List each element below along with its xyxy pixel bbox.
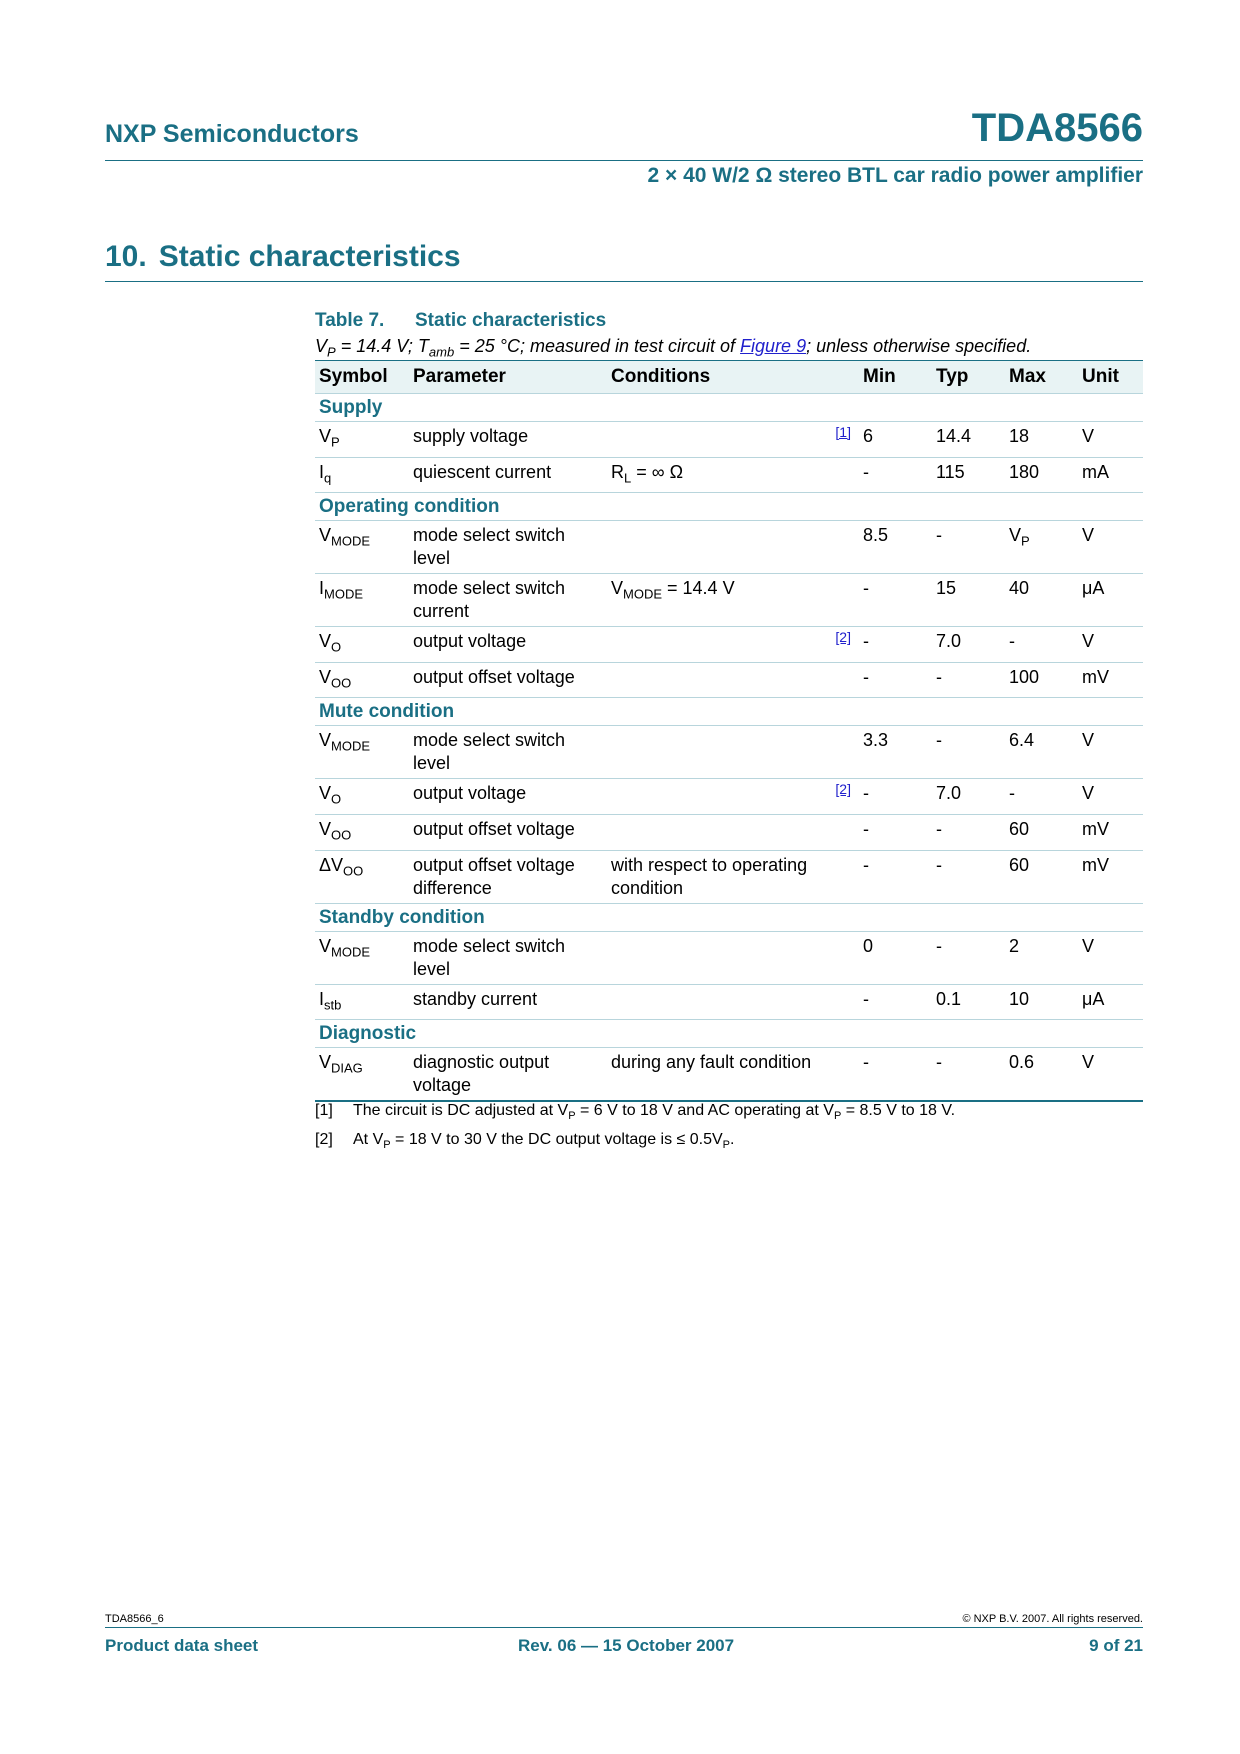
- symbol-main: V: [319, 783, 332, 804]
- symbol-main: V: [319, 666, 332, 687]
- footnote-sub: P: [568, 1110, 576, 1123]
- cell-parameter: mode select switch level: [409, 521, 607, 574]
- cell-typ: 14.4: [932, 422, 1005, 458]
- cell-typ: -: [932, 662, 1005, 698]
- cond-text: with respect to operating condition: [611, 854, 808, 898]
- cell-note: [829, 422, 859, 458]
- cell-conditions: [607, 984, 829, 1020]
- symbol-sub: MODE: [331, 944, 371, 960]
- footer-doc-type: Product data sheet: [105, 1636, 259, 1655]
- symbol-sub: MODE: [331, 738, 371, 754]
- cell-symbol: [315, 457, 409, 493]
- cell-min: 3.3: [859, 726, 932, 779]
- col-min: Min: [859, 361, 932, 394]
- figure-9-link[interactable]: Figure 9: [740, 336, 807, 356]
- table-row: [315, 850, 1143, 903]
- cell-symbol: [315, 422, 409, 458]
- cell-max: 0.6: [1005, 1048, 1078, 1102]
- cond-vp-symbol: V: [315, 336, 328, 356]
- cell-max: 100: [1005, 662, 1078, 698]
- cell-unit: V: [1078, 521, 1143, 574]
- table-conditions: [315, 334, 1143, 360]
- cell-conditions: [607, 726, 829, 779]
- cell-conditions: [607, 931, 829, 984]
- footnote-number: [2]: [315, 1131, 333, 1148]
- footnote-link[interactable]: [1]: [835, 424, 851, 440]
- group-label: Supply: [315, 394, 1143, 422]
- cell-min: -: [859, 574, 932, 627]
- cond-tamb-symbol: T: [417, 336, 429, 356]
- cell-parameter: output voltage: [409, 627, 607, 663]
- cell-symbol: [315, 521, 409, 574]
- cell-unit: mA: [1078, 457, 1143, 493]
- header-divider: [105, 160, 1143, 161]
- cell-parameter: mode select switch level: [409, 931, 607, 984]
- cell-max: 6.4: [1005, 726, 1078, 779]
- cell-min: -: [859, 850, 932, 903]
- cell-max: 60: [1005, 850, 1078, 903]
- cell-typ: -: [932, 814, 1005, 850]
- cell-conditions: [607, 422, 829, 458]
- symbol-main: V: [319, 1052, 332, 1073]
- cell-max: 180: [1005, 457, 1078, 493]
- cell-parameter: output offset voltage: [409, 662, 607, 698]
- cond-symbol: V: [611, 578, 624, 599]
- section-heading: Static characteristics: [158, 240, 461, 273]
- footnote-sub: P: [383, 1139, 391, 1152]
- cell-unit: V: [1078, 779, 1143, 815]
- cell-max: 60: [1005, 814, 1078, 850]
- symbol-main: V: [319, 935, 332, 956]
- footnote-sub: P: [833, 1110, 842, 1123]
- col-conditions: Conditions: [607, 361, 859, 394]
- cell-note: [829, 627, 859, 663]
- group-row: [315, 1020, 1143, 1048]
- table-caption: [315, 308, 1143, 334]
- cell-note: [829, 814, 859, 850]
- cell-min: 8.5: [859, 521, 932, 574]
- footer-page-number: 9 of 21: [1089, 1636, 1143, 1655]
- cell-max: -: [1005, 779, 1078, 815]
- cell-max: 10: [1005, 984, 1078, 1020]
- data-table: [315, 360, 1143, 1102]
- footnote-text: .: [730, 1131, 735, 1148]
- cell-min: -: [859, 814, 932, 850]
- cell-min: 6: [859, 422, 932, 458]
- footnote-sub: P: [722, 1139, 731, 1152]
- cell-note: [829, 1048, 859, 1102]
- col-symbol: Symbol: [315, 361, 409, 394]
- group-label: Operating condition: [315, 493, 1143, 521]
- symbol-main: V: [319, 426, 332, 446]
- cell-conditions: [607, 662, 829, 698]
- cell-min: -: [859, 457, 932, 493]
- cell-parameter: output offset voltage: [409, 814, 607, 850]
- cell-unit: V: [1078, 931, 1143, 984]
- table-row: [315, 814, 1143, 850]
- cell-unit: V: [1078, 726, 1143, 779]
- company-name: NXP Semiconductors: [105, 120, 359, 148]
- cond-vp-text: = 14.4 V;: [335, 336, 418, 356]
- cell-symbol: [315, 814, 409, 850]
- cell-min: -: [859, 1048, 932, 1102]
- cell-unit: V: [1078, 627, 1143, 663]
- cell-unit: μA: [1078, 984, 1143, 1020]
- cell-min: -: [859, 779, 932, 815]
- product-name: TDA8566: [971, 106, 1143, 150]
- cell-parameter: output voltage: [409, 779, 607, 815]
- cell-typ: -: [932, 1048, 1005, 1102]
- cell-min: -: [859, 662, 932, 698]
- col-typ: Typ: [932, 361, 1005, 394]
- footnote-1: [315, 1102, 1143, 1122]
- table-row: [315, 457, 1143, 493]
- footnote-2: [315, 1131, 1143, 1151]
- symbol-main: I: [319, 988, 325, 1009]
- cell-note: [829, 662, 859, 698]
- cond-text: = 14.4 V: [662, 578, 735, 599]
- cell-max: 18: [1005, 422, 1078, 458]
- footnote-text: The circuit is DC adjusted at V: [353, 1102, 569, 1119]
- cell-unit: mV: [1078, 850, 1143, 903]
- cond-symbol: R: [611, 461, 624, 482]
- cell-typ: 115: [932, 457, 1005, 493]
- cell-max: -: [1005, 627, 1078, 663]
- cell-typ: 15: [932, 574, 1005, 627]
- symbol-sub: O: [331, 639, 342, 655]
- cell-max: 40: [1005, 574, 1078, 627]
- cell-parameter: standby current: [409, 984, 607, 1020]
- cell-typ: -: [932, 726, 1005, 779]
- cell-note: [829, 984, 859, 1020]
- table-row: [315, 931, 1143, 984]
- footer-revision: Rev. 06 — 15 October 2007: [518, 1636, 735, 1655]
- cond-text: during any fault condition: [611, 1052, 812, 1073]
- symbol-sub: q: [324, 470, 332, 486]
- symbol-sub: MODE: [324, 586, 364, 602]
- footer-copyright: © NXP B.V. 2007. All rights reserved.: [962, 1613, 1143, 1625]
- table-row: [315, 422, 1143, 458]
- cell-note: [829, 779, 859, 815]
- group-row: [315, 394, 1143, 422]
- cell-typ: 7.0: [932, 627, 1005, 663]
- symbol-main: V: [319, 525, 332, 546]
- footnote-link[interactable]: [2]: [835, 629, 851, 646]
- cell-typ: -: [932, 931, 1005, 984]
- section-divider: [105, 281, 1143, 282]
- cell-min: -: [859, 984, 932, 1020]
- cell-conditions: [607, 627, 829, 663]
- cell-symbol: [315, 726, 409, 779]
- table-row: [315, 779, 1143, 815]
- table-row: [315, 726, 1143, 779]
- cell-min: 0: [859, 931, 932, 984]
- cell-conditions: [607, 779, 829, 815]
- table-row: [315, 984, 1143, 1020]
- cond-vp-sub: P: [327, 344, 336, 360]
- cell-parameter: diagnostic output voltage: [409, 1048, 607, 1102]
- symbol-sub: OO: [331, 827, 352, 843]
- cond-text: = ∞ Ω: [631, 461, 684, 482]
- cell-parameter: output offset voltage difference: [409, 850, 607, 903]
- table-header-row: [315, 361, 1143, 394]
- cell-unit: μA: [1078, 574, 1143, 627]
- group-row: [315, 493, 1143, 521]
- cell-unit: mV: [1078, 814, 1143, 850]
- cell-typ: -: [932, 521, 1005, 574]
- group-row: [315, 698, 1143, 726]
- footnote-link[interactable]: [2]: [835, 781, 851, 798]
- cell-min: -: [859, 627, 932, 663]
- cond-tamb-text: = 25 °C; measured in test circuit of: [454, 336, 741, 356]
- cell-typ: 0.1: [932, 984, 1005, 1020]
- group-row: [315, 903, 1143, 931]
- footnote-text: At V: [353, 1131, 384, 1148]
- cell-symbol: [315, 779, 409, 815]
- symbol-sub: DIAG: [331, 1060, 363, 1076]
- cell-note: [829, 931, 859, 984]
- symbol-sub: OO: [343, 863, 364, 879]
- cell-typ: -: [932, 850, 1005, 903]
- product-subtitle: 2 × 40 W/2 Ω stereo BTL car radio power amplifier: [647, 164, 1143, 187]
- cond-tail: ; unless otherwise specified.: [806, 336, 1032, 356]
- group-label: Diagnostic: [315, 1020, 1143, 1048]
- symbol-sub: MODE: [331, 533, 371, 549]
- cell-symbol: [315, 1048, 409, 1102]
- table-label: Table 7.: [315, 310, 385, 331]
- cond-tamb-sub: amb: [428, 344, 455, 360]
- symbol-sub: OO: [331, 675, 352, 691]
- cell-conditions: [607, 1048, 829, 1102]
- cell-unit: mV: [1078, 662, 1143, 698]
- cell-conditions: [607, 521, 829, 574]
- cell-symbol: [315, 984, 409, 1020]
- cell-symbol: [315, 627, 409, 663]
- cell-unit: V: [1078, 1048, 1143, 1102]
- static-characteristics-table: [315, 308, 1143, 1102]
- table-row: [315, 627, 1143, 663]
- cell-note: [829, 850, 859, 903]
- cell-typ: 7.0: [932, 779, 1005, 815]
- table-row: [315, 662, 1143, 698]
- symbol-sub: stb: [324, 997, 342, 1013]
- cell-symbol: [315, 662, 409, 698]
- cell-unit: V: [1078, 422, 1143, 458]
- table-title: Static characteristics: [415, 310, 607, 331]
- footnote-text: = 6 V to 18 V and AC operating at V: [575, 1102, 834, 1119]
- cell-conditions: [607, 574, 829, 627]
- symbol-sub: O: [331, 791, 342, 807]
- section-number: 10.: [105, 240, 147, 273]
- cond-sub: L: [624, 470, 632, 486]
- col-parameter: Parameter: [409, 361, 607, 394]
- max-sub: P: [1021, 533, 1030, 549]
- col-unit: Unit: [1078, 361, 1143, 394]
- symbol-main: I: [319, 461, 325, 482]
- symbol-main: V: [319, 818, 332, 839]
- symbol-main: I: [319, 578, 325, 599]
- symbol-sub: P: [331, 434, 340, 450]
- footnote-number: [1]: [315, 1102, 333, 1119]
- cond-sub: MODE: [623, 586, 663, 602]
- cell-parameter: quiescent current: [409, 457, 607, 493]
- cell-max: [1005, 521, 1078, 574]
- footer-doc-id: TDA8566_6: [105, 1613, 164, 1625]
- cell-note: [829, 726, 859, 779]
- group-label: Mute condition: [315, 698, 1143, 726]
- cell-conditions: [607, 850, 829, 903]
- cell-parameter: mode select switch current: [409, 574, 607, 627]
- cell-parameter: mode select switch level: [409, 726, 607, 779]
- cell-conditions: [607, 814, 829, 850]
- footnote-text: = 18 V to 30 V the DC output voltage is ≤ 0.5V: [390, 1131, 723, 1148]
- cell-max: 2: [1005, 931, 1078, 984]
- col-max: Max: [1005, 361, 1078, 394]
- cell-note: [829, 457, 859, 493]
- group-label: Standby condition: [315, 903, 1143, 931]
- table-row: [315, 1048, 1143, 1102]
- cell-symbol: [315, 931, 409, 984]
- footnote-text: = 8.5 V to 18 V.: [841, 1102, 956, 1119]
- cell-symbol: [315, 574, 409, 627]
- section-title: [105, 240, 461, 274]
- symbol-main: V: [319, 730, 332, 751]
- cell-note: [829, 574, 859, 627]
- max-symbol: V: [1009, 525, 1022, 546]
- cell-symbol: [315, 850, 409, 903]
- footer-divider: [105, 1627, 1143, 1628]
- cell-parameter: supply voltage: [409, 422, 607, 458]
- table-row: [315, 574, 1143, 627]
- table-row: [315, 521, 1143, 574]
- symbol-main: V: [319, 631, 332, 652]
- cell-note: [829, 521, 859, 574]
- symbol-main: ΔV: [319, 854, 344, 875]
- cell-conditions: [607, 457, 829, 493]
